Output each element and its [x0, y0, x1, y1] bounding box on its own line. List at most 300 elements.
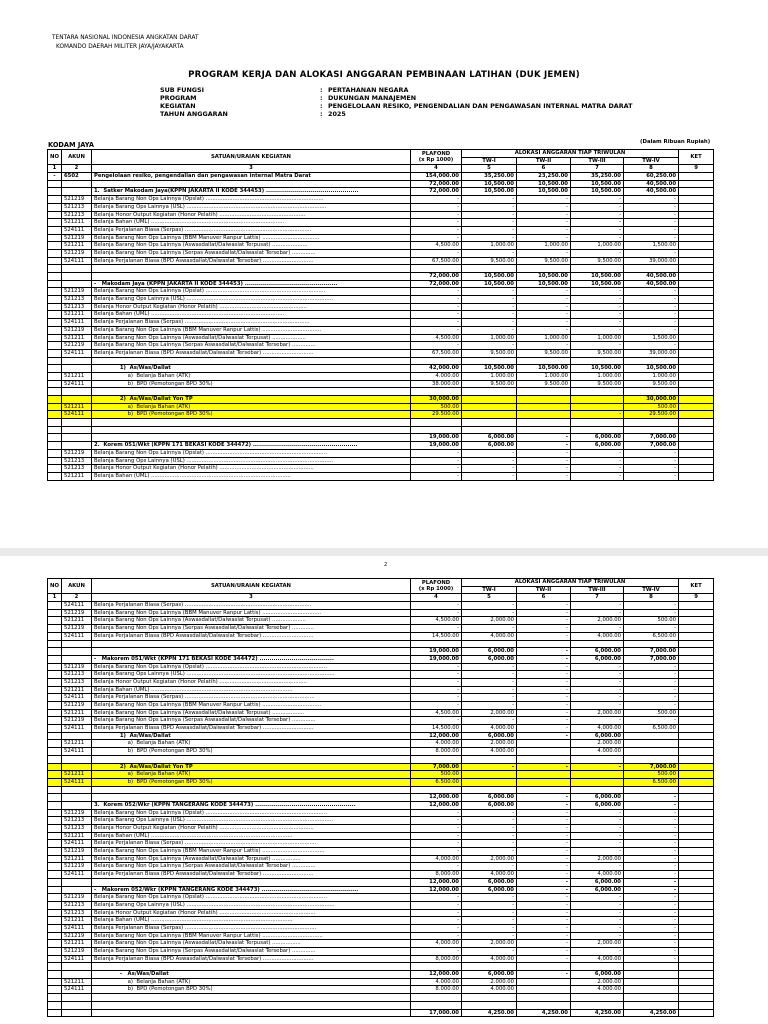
- cell-tw3: -: [571, 326, 624, 334]
- cell-uraian: Belanja Honor Output Kegiatan (Honor Pelatih) ....................................................: [92, 303, 411, 311]
- cell-no: [48, 625, 62, 633]
- cell-uraian: Belanja Honor Output Kegiatan (Honor Pelatih) ...................................................: [92, 211, 411, 219]
- col-tw3-header: TW-III: [571, 157, 624, 165]
- table-row: [48, 863, 714, 871]
- meta-value: 2025: [328, 109, 346, 118]
- table-row: [48, 855, 714, 863]
- cell-uraian: [92, 755, 411, 763]
- cell-tw2: -: [517, 617, 571, 625]
- cell-plafond: -: [411, 909, 462, 917]
- cell-uraian: Belanja Barang Non Ops Lainnya (Opslat) ........................................................................: [92, 809, 411, 817]
- cell-akun: [62, 1001, 92, 1009]
- cell-no: [48, 855, 62, 863]
- cell-akun: 521211: [62, 472, 92, 480]
- table-row: [48, 173, 714, 181]
- cell-akun: 521211: [62, 771, 92, 779]
- cell-ket: [679, 342, 714, 350]
- cell-tw2: -: [517, 625, 571, 633]
- cell-tw4: 10,500.00: [624, 365, 679, 373]
- table-row: [48, 319, 714, 327]
- cell-akun: [62, 365, 92, 373]
- cell-ket: [679, 694, 714, 702]
- cell-tw1: -: [462, 226, 517, 234]
- cell-tw1: -: [462, 717, 517, 725]
- cell-uraian: 3. Korem 052/Wkr (KPPN TANGERANG KODE 344473) ..................................................: [92, 801, 411, 809]
- cell-plafond: -: [411, 249, 462, 257]
- cell-tw1: 6,000.00: [462, 878, 517, 886]
- cell-tw2: -: [517, 632, 571, 640]
- cell-akun: [62, 357, 92, 365]
- cell-plafond: 72,000.00: [411, 280, 462, 288]
- cell-tw2: -: [517, 832, 571, 840]
- cell-uraian: Belanja Bahan (UML) ....................................................................................: [92, 686, 411, 694]
- cell-no: [48, 971, 62, 979]
- table-row: [48, 709, 714, 717]
- cell-tw4: 29.500.00: [624, 411, 679, 419]
- cell-tw3: 10,500.00: [571, 188, 624, 196]
- cell-ket: [679, 303, 714, 311]
- cell-tw2: -: [517, 855, 571, 863]
- cell-tw4: 7,000.00: [624, 648, 679, 656]
- cell-ket: [679, 173, 714, 181]
- cell-tw4: -: [624, 625, 679, 633]
- cell-plafond: 4.000.00: [411, 372, 462, 380]
- cell-plafond: [411, 640, 462, 648]
- cell-akun: 524111: [62, 319, 92, 327]
- cell-plafond: -: [411, 817, 462, 825]
- cell-no: [48, 924, 62, 932]
- table-row: [48, 909, 714, 917]
- cell-tw1: -: [462, 817, 517, 825]
- cell-akun: [62, 188, 92, 196]
- cell-no: [48, 326, 62, 334]
- cell-tw1: [462, 357, 517, 365]
- cell-tw4: -: [624, 602, 679, 610]
- cell-tw3: 6,000.00: [571, 801, 624, 809]
- cell-tw2: -: [517, 465, 571, 473]
- cell-tw1: -: [462, 932, 517, 940]
- cell-tw4: -: [624, 686, 679, 694]
- cell-ket: [679, 640, 714, 648]
- cell-akun: 521219: [62, 609, 92, 617]
- cell-no: [48, 196, 62, 204]
- cell-akun: 521213: [62, 211, 92, 219]
- cell-tw4: -: [624, 319, 679, 327]
- cell-tw2: -: [517, 234, 571, 242]
- cell-akun: [62, 655, 92, 663]
- cell-tw3: [571, 640, 624, 648]
- cell-tw3: 2,000.00: [571, 709, 624, 717]
- table-row: [48, 249, 714, 257]
- cell-akun: 524111: [62, 226, 92, 234]
- cell-tw1: 4,000.00: [462, 632, 517, 640]
- cell-uraian: Belanja Honor Output Kegiatan (Honor Pelatih) ....................................................: [92, 678, 411, 686]
- cell-ket: [679, 855, 714, 863]
- cell-tw3: -: [571, 840, 624, 848]
- cell-plafond: -: [411, 694, 462, 702]
- cell-tw2: [517, 396, 571, 404]
- cell-ket: [679, 794, 714, 802]
- cell-no: [48, 249, 62, 257]
- cell-ket: [679, 763, 714, 771]
- column-number: 2: [62, 165, 92, 173]
- cell-ket: [679, 840, 714, 848]
- column-number: 4: [411, 594, 462, 602]
- cell-tw2: -: [517, 296, 571, 304]
- cell-tw2: -: [517, 702, 571, 710]
- cell-tw2: -: [517, 211, 571, 219]
- cell-tw1: 4.000.00: [462, 986, 517, 994]
- cell-tw1: [462, 963, 517, 971]
- cell-ket: [679, 940, 714, 948]
- column-number: 5: [462, 594, 517, 602]
- cell-no: -: [48, 173, 62, 181]
- cell-plafond: 72,000.00: [411, 188, 462, 196]
- budget-table-page-2: [47, 578, 714, 1017]
- cell-uraian: Belanja Perjalanan Biasa (Serpas) ..........................................................................: [92, 319, 411, 327]
- cell-plafond: -: [411, 832, 462, 840]
- cell-no: [48, 832, 62, 840]
- cell-tw2: [517, 357, 571, 365]
- cell-tw3: -: [571, 602, 624, 610]
- cell-tw2: 10,500.00: [517, 280, 571, 288]
- header-row: [48, 579, 714, 587]
- cell-tw3: [571, 778, 624, 786]
- cell-uraian: Belanja Perjalanan Biasa (Serpas) ...........................................................................: [92, 226, 411, 234]
- cell-tw1: 6,000.00: [462, 655, 517, 663]
- cell-ket: [679, 732, 714, 740]
- cell-no: [48, 380, 62, 388]
- cell-tw4: 1.000.00: [624, 372, 679, 380]
- cell-tw4: -: [624, 311, 679, 319]
- cell-tw3: 2,000.00: [571, 940, 624, 948]
- cell-akun: [62, 280, 92, 288]
- table-row: [48, 794, 714, 802]
- cell-tw4: -: [624, 717, 679, 725]
- cell-tw1: -: [462, 196, 517, 204]
- cell-tw2: 9,500.00: [517, 349, 571, 357]
- cell-tw2: -: [517, 825, 571, 833]
- table-row: [48, 801, 714, 809]
- cell-tw4: -: [624, 296, 679, 304]
- cell-uraian: Belanja Perjalanan Biasa (Serpas) ...........................................................................: [92, 602, 411, 610]
- table-row: [48, 396, 714, 404]
- organization-header: [52, 34, 199, 52]
- cell-tw4: 7,000.00: [624, 763, 679, 771]
- cell-uraian: [92, 1001, 411, 1009]
- cell-tw2: [517, 740, 571, 748]
- cell-tw1: -: [462, 625, 517, 633]
- cell-ket: [679, 817, 714, 825]
- cell-no: [48, 955, 62, 963]
- cell-no: [48, 1001, 62, 1009]
- cell-uraian: Belanja Barang Non Ops Lainnya (BBM Manuver Ranpur Lattis) ...................................: [92, 702, 411, 710]
- table-row: [48, 871, 714, 879]
- cell-ket: [679, 249, 714, 257]
- cell-akun: 521219: [62, 894, 92, 902]
- cell-uraian: b) BPD (Pemotongan BPD 30%): [92, 411, 411, 419]
- table-row: [48, 265, 714, 273]
- cell-ket: [679, 434, 714, 442]
- table-row: [48, 809, 714, 817]
- cell-no: [48, 319, 62, 327]
- cell-tw1: -: [462, 678, 517, 686]
- cell-tw1: -: [462, 219, 517, 227]
- cell-tw4: 30,000.00: [624, 396, 679, 404]
- cell-no: [48, 296, 62, 304]
- cell-tw4: 7,000.00: [624, 442, 679, 450]
- cell-tw1: 35,250.00: [462, 173, 517, 181]
- cell-tw4: -: [624, 678, 679, 686]
- table-row: [48, 226, 714, 234]
- cell-uraian: - Makodam Jaya (KPPN JAKARTA II KODE 344453) ..............................................: [92, 280, 411, 288]
- cell-uraian: Belanja Barang Non Ops Lainnya (Opslat) ......................................................................: [92, 196, 411, 204]
- cell-tw3: 4,000.00: [571, 955, 624, 963]
- column-number: 6: [517, 165, 571, 173]
- col-tw1-header: TW-I: [462, 586, 517, 594]
- table-row: [48, 840, 714, 848]
- cell-plafond: -: [411, 319, 462, 327]
- cell-no: [48, 372, 62, 380]
- cell-ket: [679, 403, 714, 411]
- cell-no: [48, 472, 62, 480]
- cell-tw4: 6,500.00: [624, 725, 679, 733]
- cell-tw2: -: [517, 663, 571, 671]
- cell-tw4: 6,500.00: [624, 632, 679, 640]
- cell-akun: 521211: [62, 242, 92, 250]
- cell-ket: [679, 986, 714, 994]
- cell-uraian: Belanja Honor Output Kegiatan (Honor Pelatih) .........................................................: [92, 909, 411, 917]
- cell-uraian: [92, 434, 411, 442]
- cell-ket: [679, 801, 714, 809]
- cell-plafond: -: [411, 326, 462, 334]
- cell-akun: 521211: [62, 917, 92, 925]
- cell-tw1: -: [462, 602, 517, 610]
- cell-tw4: [624, 1001, 679, 1009]
- cell-ket: [679, 311, 714, 319]
- cell-tw1: -: [462, 686, 517, 694]
- cell-akun: 521211: [62, 617, 92, 625]
- cell-tw2: -: [517, 894, 571, 902]
- cell-no: [48, 388, 62, 396]
- cell-plafond: -: [411, 671, 462, 679]
- cell-ket: [679, 411, 714, 419]
- cell-tw3: 4.000.00: [571, 986, 624, 994]
- cell-no: [48, 1009, 62, 1017]
- cell-akun: 521213: [62, 465, 92, 473]
- cell-no: [48, 732, 62, 740]
- cell-plafond: -: [411, 311, 462, 319]
- cell-akun: [62, 388, 92, 396]
- cell-tw3: 4,000.00: [571, 871, 624, 879]
- column-number: 5: [462, 165, 517, 173]
- cell-uraian: 1) As/Was/Dallat: [92, 365, 411, 373]
- cell-tw1: [462, 640, 517, 648]
- cell-tw3: 10,500.00: [571, 280, 624, 288]
- table-row: [48, 303, 714, 311]
- cell-akun: 521219: [62, 449, 92, 457]
- cell-tw4: 500.00: [624, 403, 679, 411]
- cell-uraian: a) Belanja Bahan (ATK): [92, 978, 411, 986]
- cell-uraian: Belanja Perjalanan Biasa (BPD Aswasdallat/Dalwaslat Tersebar) ..............................: [92, 632, 411, 640]
- table-row: [48, 434, 714, 442]
- cell-akun: [62, 794, 92, 802]
- cell-no: [48, 365, 62, 373]
- table-row: [48, 763, 714, 771]
- cell-no: [48, 717, 62, 725]
- cell-plafond: -: [411, 602, 462, 610]
- table-row: [48, 932, 714, 940]
- column-number: 7: [571, 594, 624, 602]
- cell-tw4: -: [624, 955, 679, 963]
- cell-tw3: 6,000.00: [571, 442, 624, 450]
- cell-tw4: -: [624, 871, 679, 879]
- cell-uraian: Belanja Barang Non Ops Lainnya (Aswasdallat/Dalwaslat Terpusat) ....................: [92, 334, 411, 342]
- cell-akun: 521219: [62, 663, 92, 671]
- cell-tw2: -: [517, 219, 571, 227]
- table-row: [48, 357, 714, 365]
- cell-tw4: -: [624, 211, 679, 219]
- cell-tw1: 2.000.00: [462, 740, 517, 748]
- cell-tw4: [624, 419, 679, 427]
- table-row: [48, 196, 714, 204]
- cell-ket: [679, 419, 714, 427]
- table-row: [48, 442, 714, 450]
- cell-tw4: [624, 963, 679, 971]
- cell-tw4: -: [624, 303, 679, 311]
- cell-tw3: 4,250.00: [571, 1009, 624, 1017]
- cell-uraian: Belanja Barang Non Ops Lainnya (Serpas Aswasdallat/Dalwaslat Tersebar) .............: [92, 625, 411, 633]
- cell-tw4: [624, 640, 679, 648]
- cell-tw4: [624, 994, 679, 1002]
- cell-tw3: 9,500.00: [571, 257, 624, 265]
- cell-uraian: [92, 388, 411, 396]
- cell-ket: [679, 709, 714, 717]
- cell-tw2: -: [517, 648, 571, 656]
- cell-no: [48, 894, 62, 902]
- cell-uraian: Belanja Barang Non Ops Lainnya (BBM Manuver Ranpur Lattis) ..................................: [92, 234, 411, 242]
- cell-ket: [679, 349, 714, 357]
- cell-no: [48, 725, 62, 733]
- cell-tw3: 1,000.00: [571, 242, 624, 250]
- cell-akun: 524111: [62, 986, 92, 994]
- table-row: [48, 994, 714, 1002]
- table-row: [48, 1001, 714, 1009]
- cell-tw4: -: [624, 472, 679, 480]
- cell-akun: 521219: [62, 932, 92, 940]
- cell-tw2: -: [517, 442, 571, 450]
- cell-no: [48, 848, 62, 856]
- cell-uraian: a) Belanja Bahan (ATK): [92, 771, 411, 779]
- cell-tw3: -: [571, 609, 624, 617]
- table-row: [48, 211, 714, 219]
- cell-no: [48, 748, 62, 756]
- cell-uraian: - As/Was/Dallat: [92, 971, 411, 979]
- cell-tw1: -: [462, 609, 517, 617]
- cell-uraian: 1) As/Was/Dallat: [92, 732, 411, 740]
- org-line-2: KOMANDO DAERAH MILITER JAYA/JAYAKARTA: [56, 44, 184, 50]
- cell-tw2: [517, 419, 571, 427]
- cell-uraian: [92, 419, 411, 427]
- cell-tw1: 1,000.00: [462, 334, 517, 342]
- cell-tw1: -: [462, 863, 517, 871]
- cell-tw3: -: [571, 702, 624, 710]
- cell-uraian: Belanja Perjalanan Biasa (BPD Aswasdallat/Dalwaslat Tersebar) ..............................: [92, 871, 411, 879]
- cell-uraian: [92, 994, 411, 1002]
- table-row: [48, 326, 714, 334]
- cell-tw3: -: [571, 663, 624, 671]
- cell-tw2: 9.500.00: [517, 380, 571, 388]
- cell-no: [48, 273, 62, 281]
- table-row: [48, 702, 714, 710]
- cell-no: [48, 702, 62, 710]
- cell-tw2: -: [517, 732, 571, 740]
- cell-uraian: a) Belanja Bahan (ATK): [92, 372, 411, 380]
- cell-plafond: -: [411, 809, 462, 817]
- col-no-header: NO: [48, 579, 62, 594]
- cell-tw4: -: [624, 809, 679, 817]
- cell-ket: [679, 663, 714, 671]
- cell-ket: [679, 365, 714, 373]
- cell-tw1: 6,000.00: [462, 434, 517, 442]
- table-row: [48, 663, 714, 671]
- table-row: [48, 280, 714, 288]
- cell-tw1: 10,500.00: [462, 273, 517, 281]
- table-row: [48, 778, 714, 786]
- cell-no: [48, 334, 62, 342]
- meta-key: TAHUN ANGGARAN: [160, 109, 228, 118]
- cell-tw1: 2,000.00: [462, 855, 517, 863]
- cell-tw3: -: [571, 832, 624, 840]
- cell-tw4: 39,000.00: [624, 257, 679, 265]
- cell-no: [48, 465, 62, 473]
- cell-tw3: -: [571, 234, 624, 242]
- cell-plafond: [411, 426, 462, 434]
- cell-tw2: -: [517, 763, 571, 771]
- cell-tw3: -: [571, 465, 624, 473]
- cell-akun: 521211: [62, 311, 92, 319]
- cell-ket: [679, 655, 714, 663]
- cell-tw4: [624, 732, 679, 740]
- col-tw4-header: TW-IV: [624, 157, 679, 165]
- cell-tw1: [462, 755, 517, 763]
- cell-no: [48, 932, 62, 940]
- cell-uraian: Belanja Barang Non Ops Lainnya (Aswasdallat/Dalwaslat Terpusat) ...................: [92, 709, 411, 717]
- cell-tw1: 10,500.00: [462, 365, 517, 373]
- cell-tw2: -: [517, 472, 571, 480]
- table-row: [48, 671, 714, 679]
- cell-uraian: Belanja Barang Non Ops Lainnya (Opslat) ........................................................................: [92, 449, 411, 457]
- cell-akun: [62, 878, 92, 886]
- cell-akun: [62, 971, 92, 979]
- cell-no: [48, 449, 62, 457]
- cell-akun: [62, 1009, 92, 1017]
- cell-tw4: [624, 971, 679, 979]
- header-row: [48, 150, 714, 158]
- cell-tw3: [571, 419, 624, 427]
- cell-tw1: -: [462, 671, 517, 679]
- cell-plafond: [411, 388, 462, 396]
- cell-ket: [679, 786, 714, 794]
- cell-tw2: [517, 403, 571, 411]
- meta-key: KEGIATAN: [160, 101, 196, 110]
- cell-no: [48, 863, 62, 871]
- plafond-unit: (x Rp 1000): [418, 586, 454, 593]
- table-row: [48, 234, 714, 242]
- cell-akun: [62, 886, 92, 894]
- cell-akun: 521213: [62, 303, 92, 311]
- cell-uraian: a) Belanja Bahan (ATK): [92, 403, 411, 411]
